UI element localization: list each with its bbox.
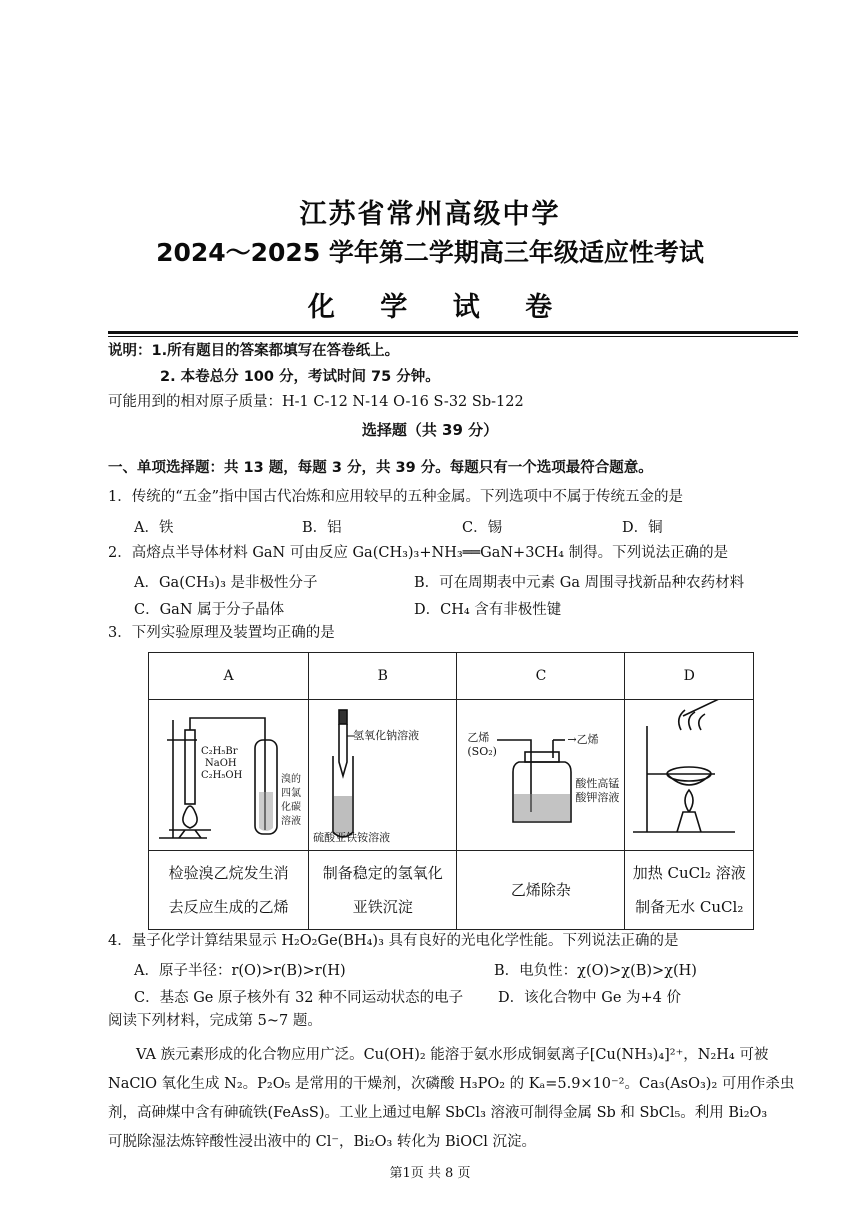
- q3-header-a: A: [149, 653, 309, 700]
- q3-table: [148, 652, 754, 930]
- a-right-4: 溶液: [281, 816, 301, 827]
- subject-title: 化 学 试 卷: [307, 292, 571, 323]
- q3-desc-a: [149, 851, 309, 930]
- q1-option-d: D．铜: [622, 520, 663, 536]
- q1-option-b: B．铝: [302, 520, 342, 536]
- q2-option-c: C．GaN 属于分子晶体: [134, 602, 285, 618]
- c-liquid-1: 酸性高锰: [575, 777, 620, 790]
- q3-apparatus-c: [457, 700, 625, 851]
- c-liquid-2: 酸钾溶液: [575, 791, 620, 804]
- section-instruction: 一、单项选择题：共 13 题，每题 3 分，共 39 分。每题只有一个选项最符合题意。: [108, 460, 653, 476]
- q3-desc-d: [625, 851, 754, 930]
- q4-stem: 4．量子化学计算结果显示 H₂O₂Ge(BH₄)₃ 具有良好的光电化学性能。下列说法正确的是: [108, 933, 679, 949]
- q3-apparatus-b: [309, 700, 457, 851]
- reading-line-2: NaClO 氧化生成 N₂。P₂O₅ 是常用的干燥剂，次磷酸 H₃PO₂ 的 Kₐ=5.9×10⁻²。Ca₃(AsO₃)₂ 可用作杀虫: [108, 1076, 795, 1092]
- reading-line-1: VA 族元素形成的化合物应用广泛。Cu(OH)₂ 能溶于氨水形成铜氨离子[Cu(NH₃)₄]²⁺，N₂H₄ 可被: [136, 1047, 769, 1063]
- notes-line-1: [108, 342, 399, 360]
- a-right-1: 溴的: [281, 774, 301, 785]
- c-in-label-2: (SO₂): [467, 745, 497, 758]
- c-out-label: →乙烯: [567, 733, 599, 746]
- a-reagent-2: NaOH: [205, 758, 237, 769]
- exam-title: 2024～2025 学年第二学期高三年级适应性考试: [156, 238, 704, 267]
- evaporating-dish-icon: [625, 700, 753, 850]
- header-rule-thick: [108, 331, 798, 334]
- header-rule-thin: [108, 336, 798, 337]
- q3-header-b: B: [309, 653, 457, 700]
- q2-stem: 2．高熔点半导体材料 GaN 可由反应 Ga(CH₃)₃+NH₃══GaN+3CH₄ 制得。下列说法正确的是: [108, 545, 729, 561]
- page-footer: 第1页 共 8 页: [389, 1166, 471, 1181]
- reading-line-4: 可脱除湿法炼锌酸性浸出液中的 Cl⁻，Bi₂O₃ 转化为 BiOCl 沉淀。: [108, 1134, 537, 1150]
- q3-stem: 3．下列实验原理及装置均正确的是: [108, 625, 335, 641]
- q3-desc-d-line-1: 加热 CuCl₂ 溶液: [632, 864, 746, 882]
- q3-apparatus-a: [149, 700, 309, 851]
- q3-header-d: D: [625, 653, 754, 700]
- a-right-2: 四氯: [281, 788, 301, 799]
- q2-option-a: A．Ga(CH₃)₃ 是非极性分子: [134, 575, 318, 591]
- dropper-test-tube-icon: [309, 700, 457, 850]
- q3-apparatus-d: [625, 700, 754, 851]
- q4-option-c: C．基态 Ge 原子核外有 32 种不同运动状态的电子: [134, 990, 464, 1006]
- a-reagent-3: C₂H₅OH: [201, 770, 243, 781]
- a-reagent-1: C₂H₅Br: [201, 746, 238, 757]
- q1-option-c: C．锡: [462, 520, 503, 536]
- q3-desc-d-line-2: 制备无水 CuCl₂: [635, 898, 744, 916]
- q3-desc-b-line-1: 制备稳定的氢氧化: [322, 864, 443, 882]
- reading-line-3: 剂，高砷煤中含有砷硫铁(FeAsS)。工业上通过电解 SbCl₃ 溶液可制得金属 Sb 和 SbCl₅。利用 Bi₂O₃: [108, 1105, 768, 1121]
- atomic-masses: 可能用到的相对原子质量：H-1 C-12 N-14 O-16 S-32 Sb-122: [108, 394, 524, 410]
- q3-desc-b-line-2: 亚铁沉淀: [352, 898, 413, 916]
- notes-label: 说明：: [108, 343, 152, 359]
- q2-option-d: D．CH₄ 含有非极性键: [414, 602, 562, 618]
- a-right-3: 化碳: [281, 802, 301, 813]
- b-bottom-label: 硫酸亚铁铵溶液: [313, 831, 391, 844]
- b-top-label: 氢氧化钠溶液: [353, 729, 420, 742]
- notes-item-2: 2. 本卷总分 100 分，考试时间 75 分钟。: [160, 369, 440, 385]
- section-title: 选择题（共 39 分）: [361, 421, 499, 439]
- q4-option-d: D．该化合物中 Ge 为+4 价: [498, 990, 681, 1006]
- c-in-label: 乙烯: [467, 731, 490, 744]
- q1-stem: 1．传统的“五金”指中国古代冶炼和应用较早的五种金属。下列选项中不属于传统五金的是: [108, 489, 684, 505]
- gas-washing-bottle-icon: [457, 700, 625, 850]
- q3-desc-a-line-2: 去反应生成的乙烯: [168, 898, 289, 916]
- q3-desc-c: 乙烯除杂: [457, 851, 625, 930]
- q2-option-b: B．可在周期表中元素 Ga 周围寻找新品种农药材料: [414, 575, 745, 591]
- q4-option-a: A．原子半径：r(O)>r(B)>r(H): [134, 963, 346, 979]
- q3-desc-a-line-1: 检验溴乙烷发生消: [168, 864, 289, 882]
- q4-option-b: B．电负性：χ(O)>χ(B)>χ(H): [494, 963, 697, 979]
- q1-option-a: A．铁: [134, 520, 174, 536]
- q3-header-c: C: [457, 653, 625, 700]
- school-title: 江苏省常州高级中学: [299, 199, 561, 230]
- q3-desc-b: [309, 851, 457, 930]
- reading-intro: 阅读下列材料，完成第 5~7 题。: [108, 1013, 322, 1029]
- notes-item-1: 1.所有题目的答案都填写在答卷纸上。: [151, 343, 400, 359]
